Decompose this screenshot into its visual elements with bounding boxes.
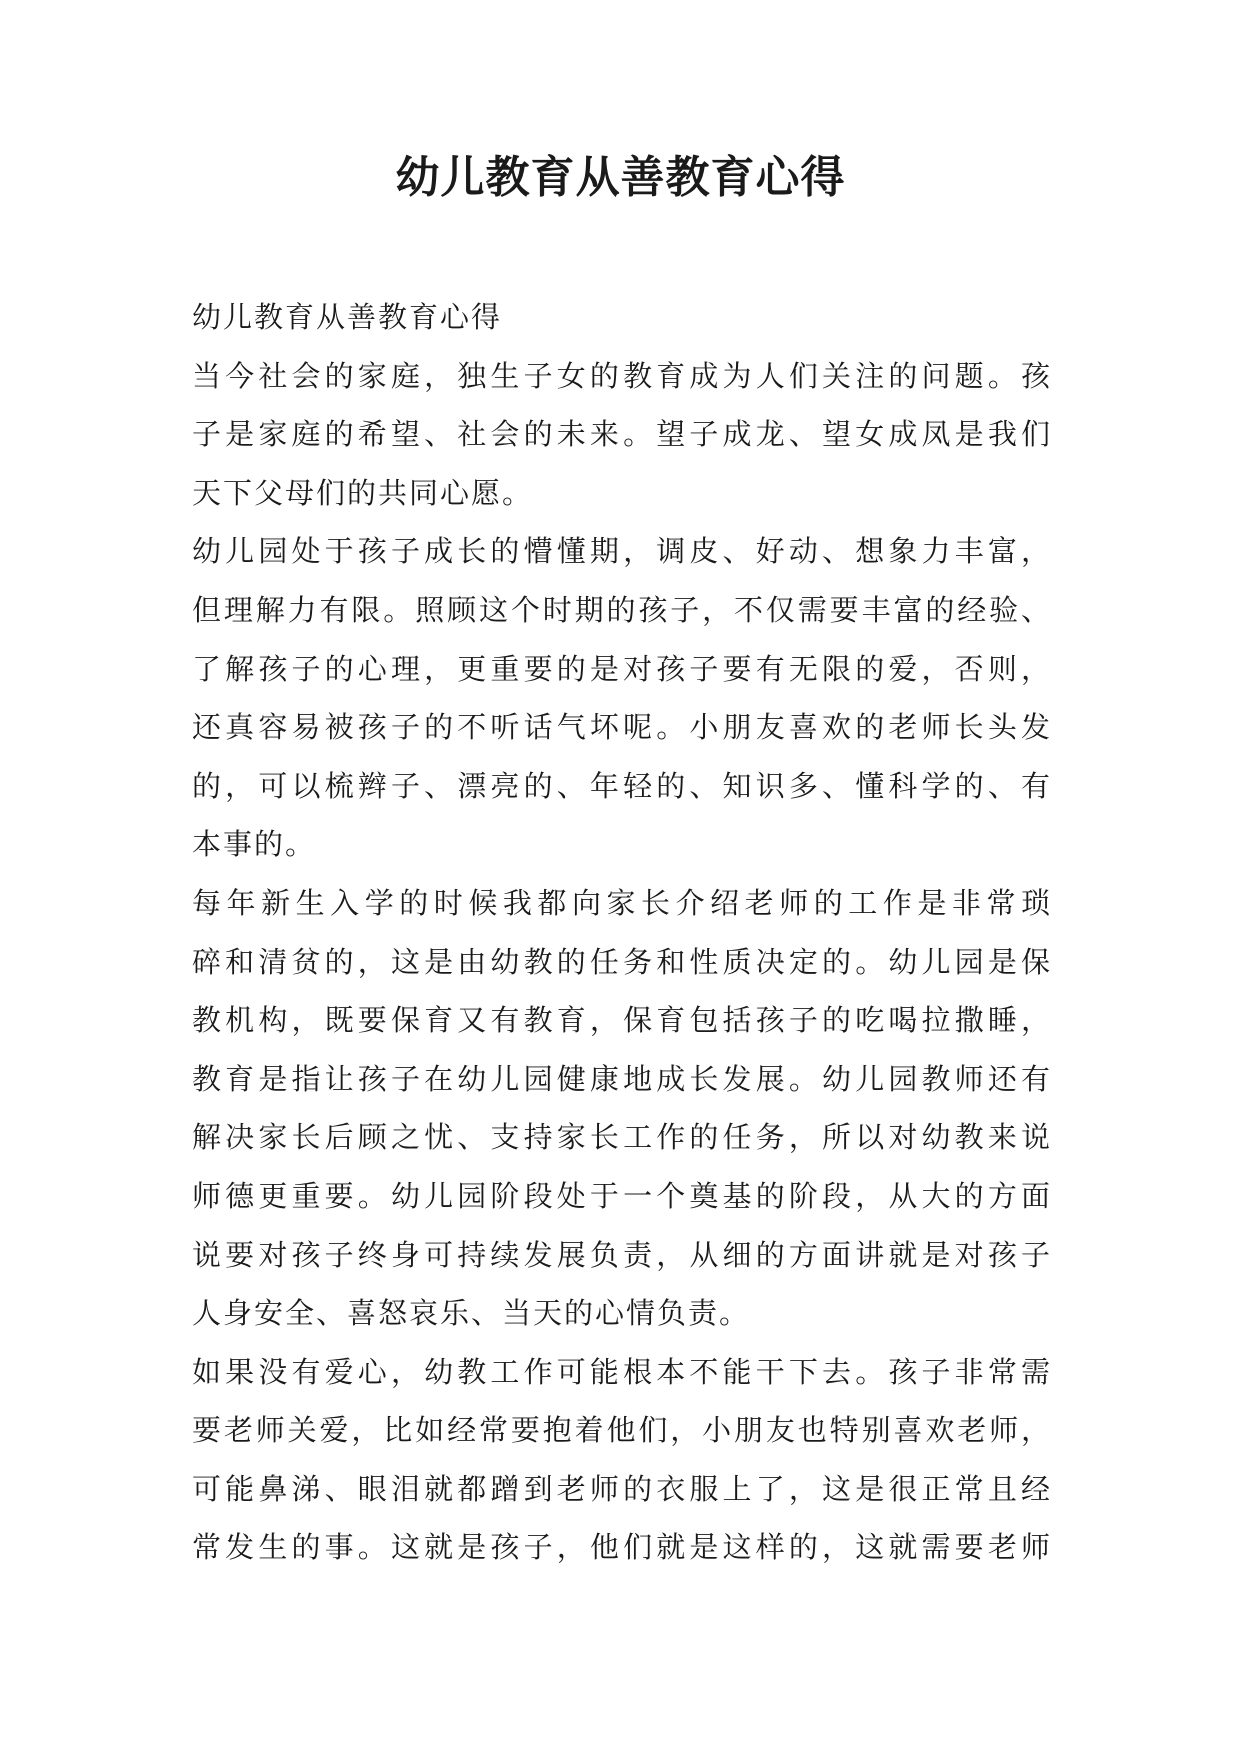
text-line: 人身安全、喜怒哀乐、当天的心情负责。	[192, 1296, 751, 1331]
text-line: 师德更重要。幼儿园阶段处于一个奠基的阶段，从大的方面	[192, 1178, 1052, 1213]
text-line: 的，可以梳辫子、漂亮的、年轻的、知识多、懂科学的、有	[192, 768, 1052, 803]
text-line: 解决家长后顾之忧、支持家长工作的任务，所以对幼教来说	[192, 1120, 1052, 1155]
text-line: 教机构，既要保育又有教育，保育包括孩子的吃喝拉撒睡，	[192, 1003, 1052, 1038]
text-line: 每年新生入学的时候我都向家长介绍老师的工作是非常琐	[192, 885, 1052, 920]
text-line: 子是家庭的希望、社会的未来。望子成龙、望女成凤是我们	[192, 417, 1052, 452]
text-line: 常发生的事。这就是孩子，他们就是这样的，这就需要老师	[192, 1530, 1052, 1565]
text-line: 天下父母们的共同心愿。	[192, 475, 534, 510]
text-line: 要老师关爱，比如经常要抱着他们，小朋友也特别喜欢老师，	[192, 1413, 1052, 1448]
text-line: 但理解力有限。照顾这个时期的孩子，不仅需要丰富的经验、	[192, 592, 1052, 627]
text-line: 本事的。	[192, 827, 317, 862]
text-line: 如果没有爱心，幼教工作可能根本不能干下去。孩子非常需	[192, 1354, 1052, 1389]
text-line: 碎和清贫的，这是由幼教的任务和性质决定的。幼儿园是保	[192, 944, 1052, 979]
text-line: 说要对孩子终身可持续发展负责，从细的方面讲就是对孩子	[192, 1237, 1052, 1272]
text-line: 可能鼻涕、眼泪就都蹭到老师的衣服上了，这是很正常且经	[192, 1471, 1052, 1506]
text-line: 教育是指让孩子在幼儿园健康地成长发展。幼儿园教师还有	[192, 1061, 1052, 1096]
text-line: 幼儿教育从善教育心得	[192, 300, 503, 334]
text-line: 当今社会的家庭，独生子女的教育成为人们关注的问题。孩	[192, 358, 1052, 393]
document-title: 幼儿教育从善教育心得	[395, 152, 846, 203]
text-line: 幼儿园处于孩子成长的懵懂期，调皮、好动、想象力丰富，	[192, 534, 1052, 569]
text-line: 了解孩子的心理，更重要的是对孩子要有无限的爱，否则，	[192, 651, 1052, 686]
text-line: 还真容易被孩子的不听话气坏呢。小朋友喜欢的老师长头发	[192, 710, 1052, 745]
document-body	[192, 288, 1052, 1577]
